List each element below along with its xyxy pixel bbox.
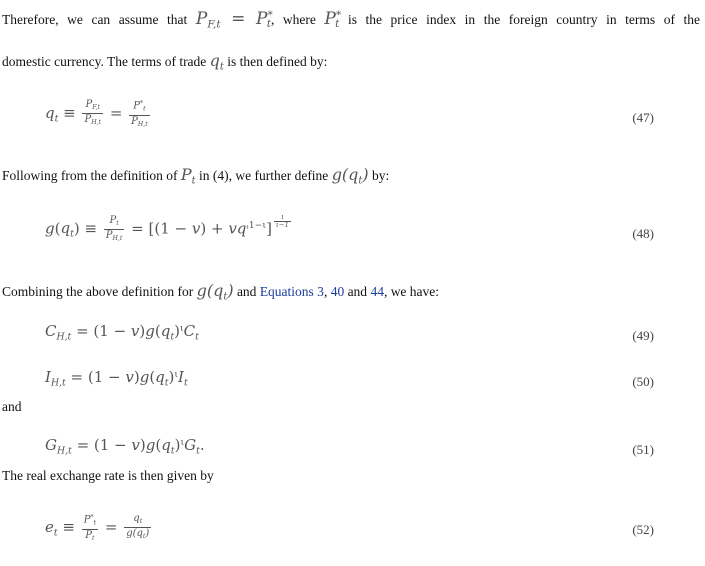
text: , (323, 284, 328, 299)
text: in (4), we further define (198, 168, 329, 183)
inline-math-pstar: $P^*_t$ (324, 8, 342, 31)
text: Combining the above definition for (2, 284, 194, 299)
paragraph-2 (2, 52, 327, 76)
inline-math-g-of-q: $g(q_t)$ (196, 281, 234, 303)
equation-48: $g(q_t)$ ≡ $\frac{P_t}{P_{H,t}}$ = $[(1 - v) + vq^{_t1-\iota}]$ $\frac{\iota}{\iota-1}$ (45, 213, 289, 242)
link-equation-44[interactable]: 44 (370, 284, 384, 299)
text: , we have: (383, 284, 440, 299)
inline-math-g-of-q: $g(q_t)$ (331, 165, 369, 187)
text: and (347, 284, 368, 299)
text: is the price index in the foreign country in terms of the (347, 11, 701, 27)
equation-47: $q_t$ ≡ $\frac{P_{F,t}}{P_{H,t}}$ = $\frac{P^*_t}{P_{H,t}}$ (45, 99, 148, 128)
equation-52: $e_t$ ≡ $\frac{P^*_t}{P_t}$ = $\frac{q_t}{g(q_t)}$ (45, 513, 150, 542)
inline-math-p: $P_t$ (180, 165, 196, 187)
text: Therefore, we can assume that (2, 11, 188, 27)
paragraph-1 (2, 6, 700, 33)
link-equation-40[interactable]: 40 (330, 284, 345, 299)
equation-50: $I_{H,t} = (1 - v)g(q_t)^\iota I_t$ (45, 368, 188, 389)
inline-math-pf-equals-pstar: $P_{F,t} = P^*_t$ (195, 8, 273, 31)
link-equation-3[interactable]: Equations 3 (259, 284, 324, 299)
inline-math-q: $q_t$ (209, 51, 224, 73)
text: Following from the definition of (2, 168, 178, 183)
text: domestic currency. The terms of trade (2, 54, 207, 69)
text: , where (270, 11, 316, 27)
paragraph-4 (2, 282, 439, 306)
text: and (236, 284, 257, 299)
paragraph-5 (2, 467, 214, 485)
equation-number-51: (51) (632, 442, 654, 457)
equation-number-47: (47) (632, 110, 654, 125)
equation-49: $C_{H,t} = (1 - v)g(q_t)^\iota C_t$ (45, 322, 199, 343)
equation-number-52: (52) (632, 522, 654, 537)
text: by: (372, 168, 390, 183)
equation-number-50: (50) (632, 374, 654, 389)
equation-number-48: (48) (632, 226, 654, 241)
connector-text: and (2, 399, 22, 414)
text: is then defined by: (227, 54, 328, 69)
paragraph-3 (2, 166, 389, 190)
equation-51: $G_{H,t} = (1 - v)g(q_t)^\iota G_t$. (45, 436, 205, 457)
equation-number-49: (49) (632, 328, 654, 343)
text: The real exchange rate is then given by (2, 468, 214, 483)
